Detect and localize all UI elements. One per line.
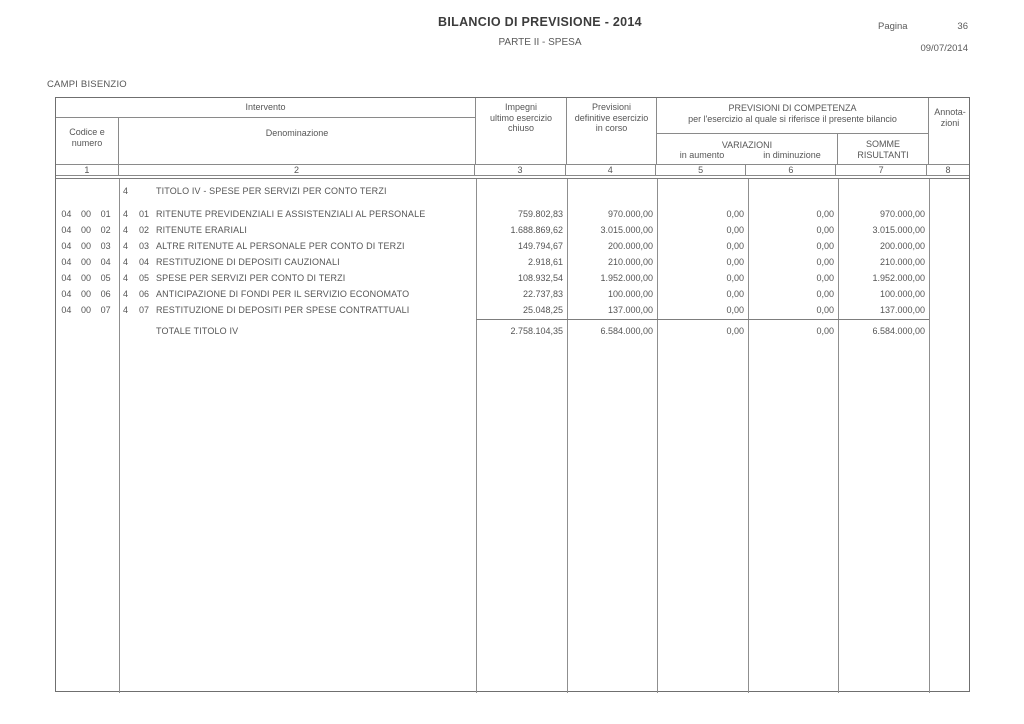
row-voce: 03 (139, 241, 150, 251)
row-voce: 04 (139, 257, 150, 267)
cell-somme: 137.000,00 (879, 305, 925, 315)
cell-somme: 200.000,00 (879, 241, 925, 251)
codice-part: 06 (100, 289, 111, 299)
col-number-6: 6 (746, 165, 836, 175)
row-titolo: 4 (123, 257, 129, 267)
table-row (56, 206, 969, 222)
header-previsioni-line2: definitive esercizio (574, 112, 649, 123)
title-row-denominazione (119, 183, 476, 199)
codice-part: 04 (61, 241, 72, 251)
codice-part: 03 (100, 241, 111, 251)
codice-part: 04 (100, 257, 111, 267)
total-cell-aumento: 0,00 (726, 326, 744, 336)
page-number-value: 36 (957, 21, 968, 32)
codice-part: 04 (61, 257, 72, 267)
total-cell-previsioni: 6.584.000,00 (600, 326, 653, 336)
header-impegni (476, 98, 567, 164)
col-number-2: 2 (119, 165, 475, 175)
row-voce: 01 (139, 209, 150, 219)
cell-aumento: 0,00 (726, 289, 744, 299)
title-row-titolo: 4 (123, 186, 129, 196)
codice-part: 00 (81, 273, 92, 283)
table-row (56, 270, 969, 286)
header-impegni-line1: Impegni (504, 102, 538, 112)
header-somme-line1: SOMME (865, 139, 900, 149)
col-number-3: 3 (475, 165, 566, 175)
cell-previsioni: 137.000,00 (607, 305, 653, 315)
codice-part: 04 (61, 289, 72, 299)
row-label: ALTRE RITENUTE AL PERSONALE PER CONTO DI TERZI (156, 241, 405, 251)
cell-denominazione (119, 270, 476, 286)
table-row (56, 222, 969, 238)
cell-aumento: 0,00 (726, 209, 744, 219)
header-competenza-line2: per l'esercizio al quale si riferisce il presente bilancio (688, 114, 897, 124)
cell-codice (56, 222, 119, 238)
row-label: RITENUTE ERARIALI (156, 225, 248, 235)
row-titolo: 4 (123, 305, 129, 315)
header-denominazione: Denominazione (119, 118, 476, 164)
table-row (56, 286, 969, 302)
row-voce: 06 (139, 289, 150, 299)
row-titolo: 4 (123, 241, 129, 251)
header-previsioni-competenza (657, 98, 929, 134)
header-in-aumento: in aumento (679, 150, 725, 160)
cell-codice (56, 238, 119, 254)
cell-diminuzione: 0,00 (816, 289, 834, 299)
cell-codice (56, 206, 119, 222)
header-codice-numero (56, 118, 119, 164)
codice-part: 07 (100, 305, 111, 315)
total-separator-line (476, 319, 929, 320)
row-titolo: 4 (123, 225, 129, 235)
codice-part: 02 (100, 225, 111, 235)
table-row (56, 238, 969, 254)
entity-name: CAMPI BISENZIO (47, 79, 127, 90)
total-row-label: TOTALE TITOLO IV (156, 326, 239, 336)
codice-part: 00 (81, 209, 92, 219)
header-competenza-line1: PREVISIONI DI COMPETENZA (728, 103, 857, 113)
row-label: RITENUTE PREVIDENZIALI E ASSISTENZIALI AL PERSONALE (156, 209, 426, 219)
cell-previsioni: 3.015.000,00 (600, 225, 653, 235)
cell-somme: 210.000,00 (879, 257, 925, 267)
cell-impegni: 22.737,83 (522, 289, 563, 299)
header-impegni-line2: ultimo esercizio (489, 112, 553, 123)
codice-part: 00 (81, 305, 92, 315)
budget-table (55, 97, 970, 692)
row-voce: 02 (139, 225, 150, 235)
cell-impegni: 2.918,61 (527, 257, 563, 267)
codice-part: 00 (81, 257, 92, 267)
cell-denominazione (119, 302, 476, 318)
cell-impegni: 149.794,67 (517, 241, 563, 251)
header-annotazioni-line2: zioni (940, 117, 960, 128)
page-title: BILANCIO DI PREVISIONE - 2014 (438, 15, 642, 29)
cell-impegni: 25.048,25 (522, 305, 563, 315)
col-number-4: 4 (566, 165, 656, 175)
cell-previsioni: 200.000,00 (607, 241, 653, 251)
total-cell-impegni: 2.758.104,35 (510, 326, 563, 336)
codice-part: 00 (81, 289, 92, 299)
table-row (56, 254, 969, 270)
page-number-label: Pagina (878, 21, 908, 32)
cell-diminuzione: 0,00 (816, 305, 834, 315)
row-label: RESTITUZIONE DI DEPOSITI PER SPESE CONTRATTUALI (156, 305, 410, 315)
row-label: RESTITUZIONE DI DEPOSITI CAUZIONALI (156, 257, 340, 267)
cell-diminuzione: 0,00 (816, 225, 834, 235)
header-somme-line2: RISULTANTI (857, 149, 909, 160)
codice-part: 01 (100, 209, 111, 219)
cell-previsioni: 970.000,00 (607, 209, 653, 219)
header-codice-line2: numero (71, 138, 103, 148)
header-impegni-line3: chiuso (507, 123, 534, 133)
cell-codice (56, 286, 119, 302)
table-row (56, 302, 969, 318)
header-somme-risultanti (838, 134, 929, 164)
cell-impegni: 1.688.869,62 (510, 225, 563, 235)
header-previsioni (567, 98, 657, 164)
cell-previsioni: 1.952.000,00 (600, 273, 653, 283)
cell-aumento: 0,00 (726, 257, 744, 267)
header-variazioni (657, 134, 838, 164)
row-voce: 05 (139, 273, 150, 283)
header-intervento: Intervento (56, 98, 476, 118)
row-label: ANTICIPAZIONE DI FONDI PER IL SERVIZIO ECONOMATO (156, 289, 410, 299)
codice-part: 00 (81, 225, 92, 235)
cell-denominazione (119, 238, 476, 254)
total-row-denominazione (119, 323, 476, 339)
header-annotazioni-line1: Annota- (934, 107, 966, 117)
cell-aumento: 0,00 (726, 273, 744, 283)
row-titolo: 4 (123, 273, 129, 283)
header-variazioni-sublabels (657, 150, 837, 160)
col-number-8: 8 (945, 165, 951, 175)
header-previsioni-line1: Previsioni (591, 102, 631, 112)
cell-codice (56, 302, 119, 318)
cell-denominazione (119, 286, 476, 302)
cell-previsioni: 210.000,00 (607, 257, 653, 267)
col-number-7: 7 (836, 165, 927, 175)
cell-denominazione (119, 222, 476, 238)
header-previsioni-line3: in corso (595, 123, 628, 133)
row-titolo: 4 (123, 209, 129, 219)
cell-previsioni: 100.000,00 (607, 289, 653, 299)
header-annotazioni (929, 98, 971, 164)
title-row-label: TITOLO IV - SPESE PER SERVIZI PER CONTO TERZI (156, 186, 387, 196)
codice-part: 04 (61, 305, 72, 315)
cell-somme: 1.952.000,00 (872, 273, 925, 283)
cell-diminuzione: 0,00 (816, 241, 834, 251)
codice-part: 05 (100, 273, 111, 283)
col-number-5: 5 (656, 165, 747, 175)
document-date: 09/07/2014 (920, 43, 968, 54)
cell-diminuzione: 0,00 (816, 257, 834, 267)
cell-somme: 3.015.000,00 (872, 225, 925, 235)
cell-somme: 970.000,00 (879, 209, 925, 219)
header-in-diminuzione: in diminuzione (763, 150, 821, 160)
col-number-1: 1 (56, 165, 119, 175)
column-number-row (56, 164, 969, 176)
row-voce: 07 (139, 305, 150, 315)
codice-part: 04 (61, 209, 72, 219)
cell-diminuzione: 0,00 (816, 273, 834, 283)
codice-part: 04 (61, 273, 72, 283)
header-variazioni-label: VARIAZIONI (721, 140, 773, 150)
cell-codice (56, 254, 119, 270)
cell-denominazione (119, 206, 476, 222)
codice-part: 00 (81, 241, 92, 251)
cell-aumento: 0,00 (726, 225, 744, 235)
header-codice-line1: Codice e (69, 127, 105, 137)
total-cell-diminuzione: 0,00 (816, 326, 834, 336)
cell-impegni: 759.802,83 (517, 209, 563, 219)
cell-somme: 100.000,00 (879, 289, 925, 299)
cell-impegni: 108.932,54 (517, 273, 563, 283)
cell-aumento: 0,00 (726, 305, 744, 315)
codice-part: 04 (61, 225, 72, 235)
total-row (56, 323, 969, 339)
table-header (56, 98, 969, 179)
page-subtitle: PARTE II - SPESA (498, 37, 582, 48)
cell-denominazione (119, 254, 476, 270)
row-titolo: 4 (123, 289, 129, 299)
cell-codice (56, 270, 119, 286)
table-body (56, 179, 969, 693)
cell-diminuzione: 0,00 (816, 209, 834, 219)
row-label: SPESE PER SERVIZI PER CONTO DI TERZI (156, 273, 346, 283)
total-cell-somme: 6.584.000,00 (872, 326, 925, 336)
cell-aumento: 0,00 (726, 241, 744, 251)
title-row (56, 183, 969, 199)
page-number-block (878, 21, 968, 32)
